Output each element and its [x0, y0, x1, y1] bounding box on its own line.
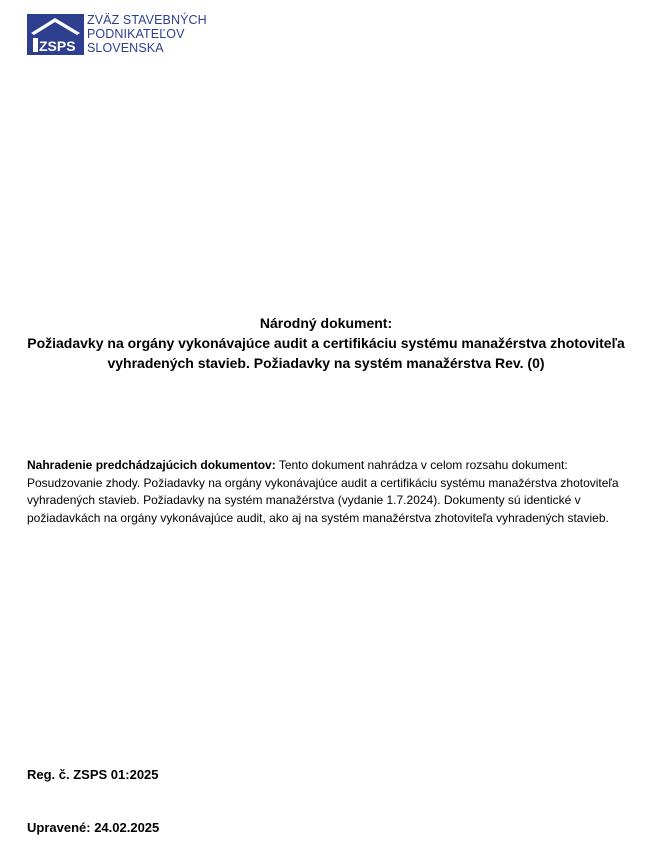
registration-number: Reg. č. ZSPS 01:2025: [27, 767, 159, 782]
title-line-1: Národný dokument:: [259, 315, 393, 331]
logo-text: [87, 13, 207, 55]
modified-date: Upravené: 24.02.2025: [27, 820, 160, 835]
zsps-logo: [27, 14, 207, 55]
replacement-label: Nahradenie predchádzajúcich dokumentov:: [27, 458, 276, 472]
document-title: [20, 313, 632, 373]
title-line-2: Požiadavky na orgány vykonávajúce audit a certifikáciu systému manažérstva zhotoviteľa: [27, 335, 625, 351]
title-line-3: vyhradených stavieb. Požiadavky na systém manažérstva Rev. (0): [107, 355, 545, 371]
logo-line-3: SLOVENSKA: [87, 41, 164, 55]
logo-line-2: PODNIKATEĽOV: [87, 27, 185, 41]
logo-mark-text: ZSPS: [39, 38, 76, 54]
replacement-paragraph: [27, 457, 627, 527]
zsps-logo-mark-icon: [27, 14, 84, 55]
logo-line-1: ZVÄZ STAVEBNÝCH: [87, 13, 207, 27]
replacement-text: Tento dokument nahrádza v celom rozsahu dokument: Posudzovanie zhody. Požiadavky na orgány vykonávajúce audit a certifikáciu systému manažérstva zhotoviteľa vyhradených stavieb. Požiadavky na systém manažérstva (vydanie 1.7.2024). Dokumenty sú identické v požiadavkách na orgány vykonávajúce audit, ako aj na systém manažérstva zhotoviteľa vyhradených stavieb.: [27, 458, 619, 525]
